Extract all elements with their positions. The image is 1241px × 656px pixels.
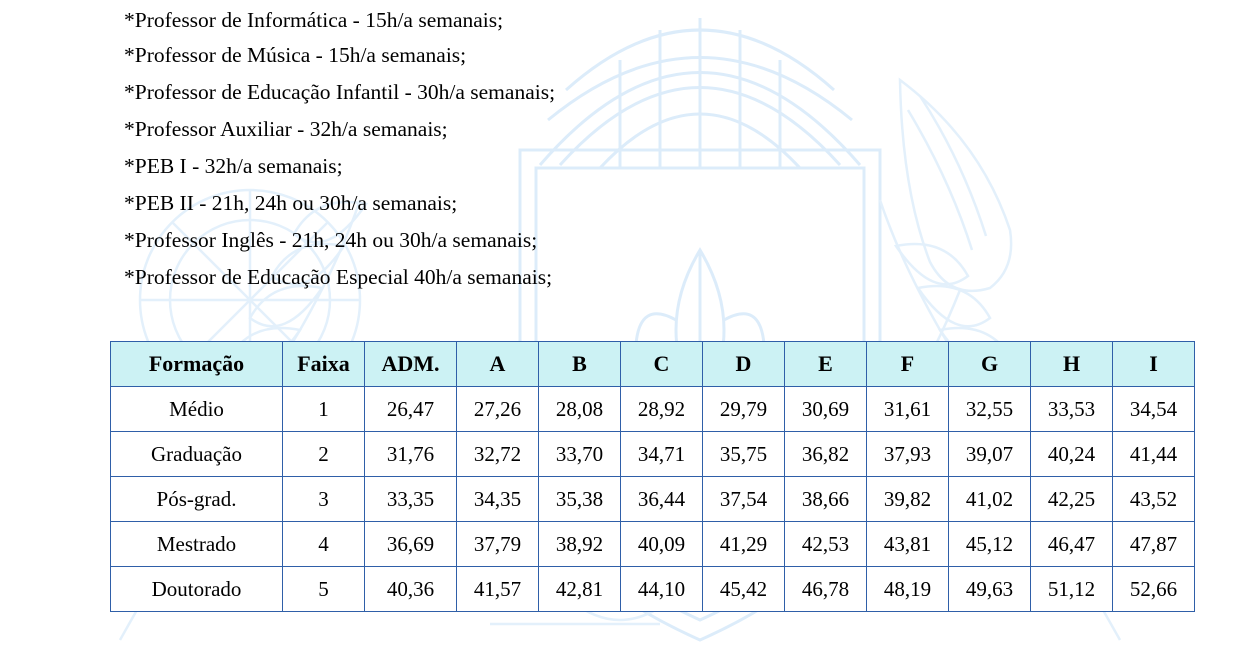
notes-list xyxy=(124,4,824,296)
cell-a: 32,72 xyxy=(457,432,539,477)
cell-a: 41,57 xyxy=(457,567,539,612)
cell-c: 28,92 xyxy=(621,387,703,432)
cell-a: 27,26 xyxy=(457,387,539,432)
table-header-row xyxy=(111,342,1195,387)
cell-b: 38,92 xyxy=(539,522,621,567)
column-header-adm: ADM. xyxy=(365,342,457,387)
cell-e: 30,69 xyxy=(785,387,867,432)
cell-e: 46,78 xyxy=(785,567,867,612)
cell-e: 42,53 xyxy=(785,522,867,567)
cell-h: 46,47 xyxy=(1031,522,1113,567)
cell-formacao: Graduação xyxy=(111,432,283,477)
cell-c: 40,09 xyxy=(621,522,703,567)
cell-faixa: 4 xyxy=(283,522,365,567)
cell-d: 45,42 xyxy=(703,567,785,612)
cell-faixa: 1 xyxy=(283,387,365,432)
cell-b: 28,08 xyxy=(539,387,621,432)
cell-g: 49,63 xyxy=(949,567,1031,612)
table-row xyxy=(111,522,1195,567)
cell-f: 39,82 xyxy=(867,477,949,522)
cell-adm: 31,76 xyxy=(365,432,457,477)
column-header-a: A xyxy=(457,342,539,387)
column-header-formacao: Formação xyxy=(111,342,283,387)
note-line: *Professor de Educação Especial 40h/a semanais; xyxy=(124,265,553,289)
cell-h: 33,53 xyxy=(1031,387,1113,432)
cell-c: 34,71 xyxy=(621,432,703,477)
column-header-d: D xyxy=(703,342,785,387)
column-header-faixa: Faixa xyxy=(283,342,365,387)
cell-g: 41,02 xyxy=(949,477,1031,522)
cell-formacao: Doutorado xyxy=(111,567,283,612)
column-header-f: F xyxy=(867,342,949,387)
cell-d: 37,54 xyxy=(703,477,785,522)
column-header-b: B xyxy=(539,342,621,387)
cell-g: 45,12 xyxy=(949,522,1031,567)
table-body xyxy=(111,387,1195,612)
cell-f: 37,93 xyxy=(867,432,949,477)
cell-b: 35,38 xyxy=(539,477,621,522)
cell-f: 31,61 xyxy=(867,387,949,432)
note-line: *Professor de Educação Infantil - 30h/a semanais; xyxy=(124,80,556,104)
column-header-e: E xyxy=(785,342,867,387)
cell-i: 34,54 xyxy=(1113,387,1195,432)
table-row xyxy=(111,387,1195,432)
cell-adm: 33,35 xyxy=(365,477,457,522)
table-row xyxy=(111,567,1195,612)
note-line: *Professor de Informática - 15h/a semanais; xyxy=(124,8,504,32)
cell-e: 36,82 xyxy=(785,432,867,477)
cell-faixa: 3 xyxy=(283,477,365,522)
cell-formacao: Mestrado xyxy=(111,522,283,567)
note-line: *Professor de Música - 15h/a semanais; xyxy=(124,43,467,67)
cell-faixa: 2 xyxy=(283,432,365,477)
cell-f: 48,19 xyxy=(867,567,949,612)
cell-f: 43,81 xyxy=(867,522,949,567)
salary-table xyxy=(110,341,1195,612)
table-row xyxy=(111,477,1195,522)
cell-d: 35,75 xyxy=(703,432,785,477)
cell-adm: 36,69 xyxy=(365,522,457,567)
cell-faixa: 5 xyxy=(283,567,365,612)
cell-formacao: Pós-grad. xyxy=(111,477,283,522)
cell-h: 51,12 xyxy=(1031,567,1113,612)
column-header-h: H xyxy=(1031,342,1113,387)
column-header-g: G xyxy=(949,342,1031,387)
cell-c: 44,10 xyxy=(621,567,703,612)
cell-g: 39,07 xyxy=(949,432,1031,477)
cell-adm: 26,47 xyxy=(365,387,457,432)
cell-i: 52,66 xyxy=(1113,567,1195,612)
note-line: *PEB I - 32h/a semanais; xyxy=(124,154,343,178)
cell-b: 33,70 xyxy=(539,432,621,477)
cell-i: 41,44 xyxy=(1113,432,1195,477)
cell-d: 41,29 xyxy=(703,522,785,567)
cell-h: 40,24 xyxy=(1031,432,1113,477)
note-line: *Professor Auxiliar - 32h/a semanais; xyxy=(124,117,448,141)
note-line: *Professor Inglês - 21h, 24h ou 30h/a semanais; xyxy=(124,228,538,252)
cell-b: 42,81 xyxy=(539,567,621,612)
cell-i: 47,87 xyxy=(1113,522,1195,567)
column-header-i: I xyxy=(1113,342,1195,387)
cell-i: 43,52 xyxy=(1113,477,1195,522)
cell-e: 38,66 xyxy=(785,477,867,522)
cell-a: 34,35 xyxy=(457,477,539,522)
table-row xyxy=(111,432,1195,477)
column-header-c: C xyxy=(621,342,703,387)
cell-a: 37,79 xyxy=(457,522,539,567)
cell-g: 32,55 xyxy=(949,387,1031,432)
cell-d: 29,79 xyxy=(703,387,785,432)
cell-adm: 40,36 xyxy=(365,567,457,612)
cell-h: 42,25 xyxy=(1031,477,1113,522)
cell-c: 36,44 xyxy=(621,477,703,522)
cell-formacao: Médio xyxy=(111,387,283,432)
note-line: *PEB II - 21h, 24h ou 30h/a semanais; xyxy=(124,191,458,215)
table-header xyxy=(111,342,1195,387)
